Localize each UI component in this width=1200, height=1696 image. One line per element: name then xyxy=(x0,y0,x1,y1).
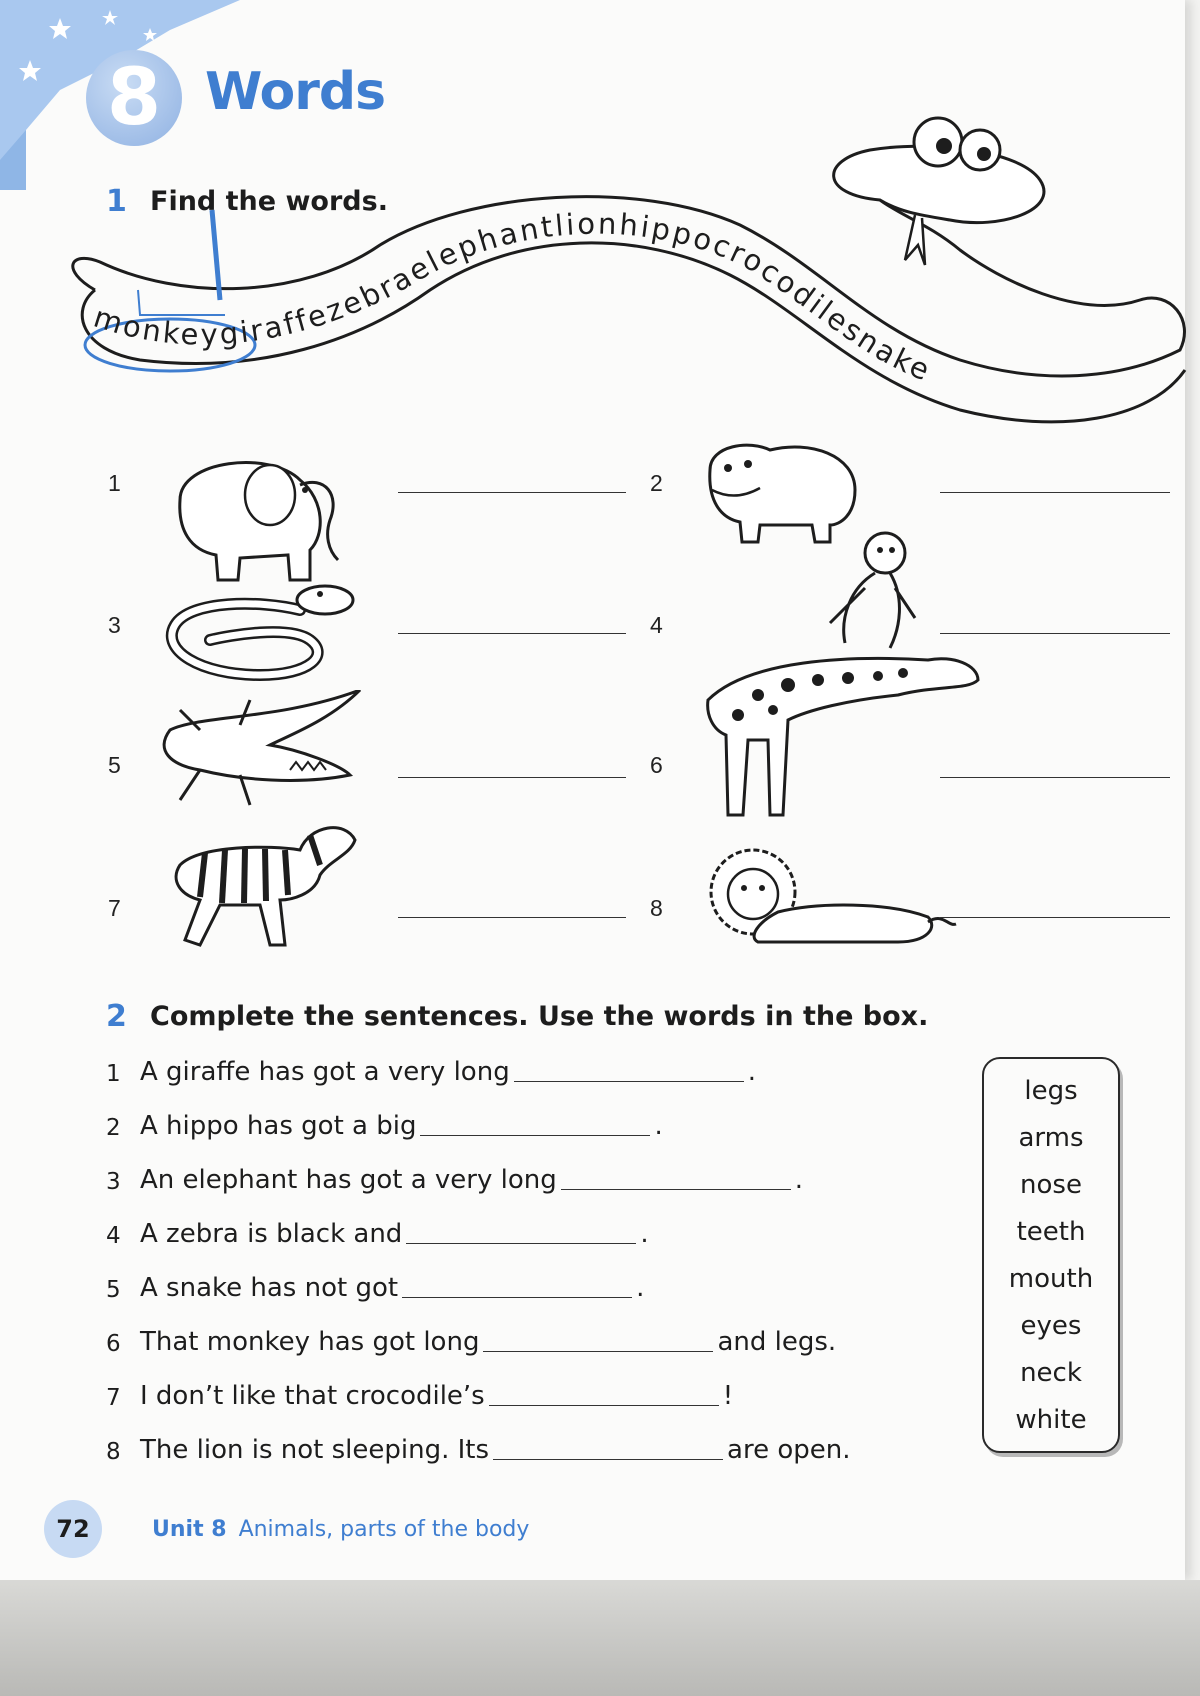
sentence-row xyxy=(106,1219,649,1249)
animal-number: 5 xyxy=(108,752,121,778)
word-box-item: eyes xyxy=(1020,1310,1082,1341)
animal-number: 2 xyxy=(650,470,663,496)
sentence-blank[interactable] xyxy=(489,1405,719,1406)
sentence-row xyxy=(106,1435,850,1465)
animal-number: 8 xyxy=(650,895,663,921)
sentence-text: The lion is not sleeping. Its xyxy=(140,1435,490,1465)
word-box-item: arms xyxy=(1018,1122,1084,1153)
unit-number-badge: 8 xyxy=(86,50,182,146)
word-box-item: teeth xyxy=(1016,1216,1086,1247)
sentence-text: I don’t like that crocodile’s xyxy=(140,1381,485,1411)
sentence-ending: ! xyxy=(722,1381,734,1411)
answer-line[interactable] xyxy=(398,633,626,634)
snake-letter-chain: monkeygiraffezebraelephantlionhippocrocodilesnake xyxy=(89,206,937,389)
sentence-text: A snake has not got xyxy=(140,1273,399,1303)
crocodile-icon xyxy=(140,690,370,820)
sentence-number: 6 xyxy=(106,1331,121,1357)
animal-number: 4 xyxy=(650,612,663,638)
sentence-ending: . xyxy=(636,1273,645,1303)
word-box-item: white xyxy=(1015,1404,1087,1435)
sentence-ending: . xyxy=(654,1111,663,1141)
footer-unit xyxy=(152,1517,529,1542)
answer-line[interactable] xyxy=(398,917,626,918)
word-box-item: legs xyxy=(1024,1075,1078,1106)
sentence-text: A giraffe has got a very long xyxy=(140,1057,510,1087)
elephant-icon xyxy=(150,440,350,590)
sentence-ending: . xyxy=(794,1165,803,1195)
sentence-text: A zebra is black and xyxy=(140,1219,403,1249)
giraffe-icon xyxy=(698,640,988,820)
zebra-icon xyxy=(160,815,360,955)
sentence-blank[interactable] xyxy=(402,1297,632,1298)
sentence-row xyxy=(106,1327,836,1357)
exercise-1-instruction: Find the words. xyxy=(150,186,388,217)
sentence-number: 8 xyxy=(106,1439,121,1465)
sentence-row xyxy=(106,1057,756,1087)
word-box xyxy=(982,1057,1120,1453)
word-box-item: neck xyxy=(1020,1357,1082,1388)
sentence-number: 2 xyxy=(106,1115,121,1141)
sentence-row xyxy=(106,1381,733,1411)
sentence-blank[interactable] xyxy=(420,1135,650,1136)
sentence-row xyxy=(106,1273,644,1303)
sentence-number: 4 xyxy=(106,1223,121,1249)
sentence-ending: . xyxy=(640,1219,649,1249)
exercise-2-number: 2 xyxy=(106,999,127,1034)
footer-unit-topic: Animals, parts of the body xyxy=(238,1517,530,1542)
answer-line[interactable] xyxy=(398,777,626,778)
sentence-text: An elephant has got a very long xyxy=(140,1165,557,1195)
animal-number: 6 xyxy=(650,752,663,778)
unit-title: Words xyxy=(205,62,386,122)
sentence-blank[interactable] xyxy=(493,1459,723,1460)
answer-line[interactable] xyxy=(940,633,1170,634)
sentence-number: 7 xyxy=(106,1385,121,1411)
sentence-ending: . xyxy=(747,1057,756,1087)
answer-line[interactable] xyxy=(398,492,626,493)
sentence-ending: are open. xyxy=(727,1435,851,1465)
exercise-2-instruction: Complete the sentences. Use the words in the box. xyxy=(150,1001,929,1032)
sentence-number: 5 xyxy=(106,1277,121,1303)
exercise-1-number: 1 xyxy=(106,184,127,219)
animal-number: 3 xyxy=(108,612,121,638)
word-box-item: mouth xyxy=(1008,1263,1094,1294)
animal-number: 7 xyxy=(108,895,121,921)
sentence-row xyxy=(106,1165,803,1195)
snake-icon xyxy=(160,580,360,690)
sentence-ending: and legs. xyxy=(717,1327,837,1357)
word-box-item: nose xyxy=(1020,1169,1082,1200)
sentence-number: 3 xyxy=(106,1169,121,1195)
lion-icon xyxy=(698,842,958,962)
monkey-icon xyxy=(810,528,920,658)
scan-shadow xyxy=(0,1580,1200,1696)
word-snake xyxy=(0,100,1200,460)
sentence-blank[interactable] xyxy=(406,1243,636,1244)
footer-unit-label: Unit 8 xyxy=(152,1517,227,1542)
answer-line[interactable] xyxy=(940,777,1170,778)
sentence-number: 1 xyxy=(106,1061,121,1087)
sentence-blank[interactable] xyxy=(514,1081,744,1082)
sentence-text: That monkey has got long xyxy=(140,1327,480,1357)
sentence-row xyxy=(106,1111,663,1141)
animal-number: 1 xyxy=(108,470,121,496)
answer-line[interactable] xyxy=(940,917,1170,918)
sentence-blank[interactable] xyxy=(561,1189,791,1190)
sentence-text: A hippo has got a big xyxy=(140,1111,417,1141)
page-number: 72 xyxy=(44,1500,102,1558)
sentence-blank[interactable] xyxy=(483,1351,713,1352)
answer-line[interactable] xyxy=(940,492,1170,493)
